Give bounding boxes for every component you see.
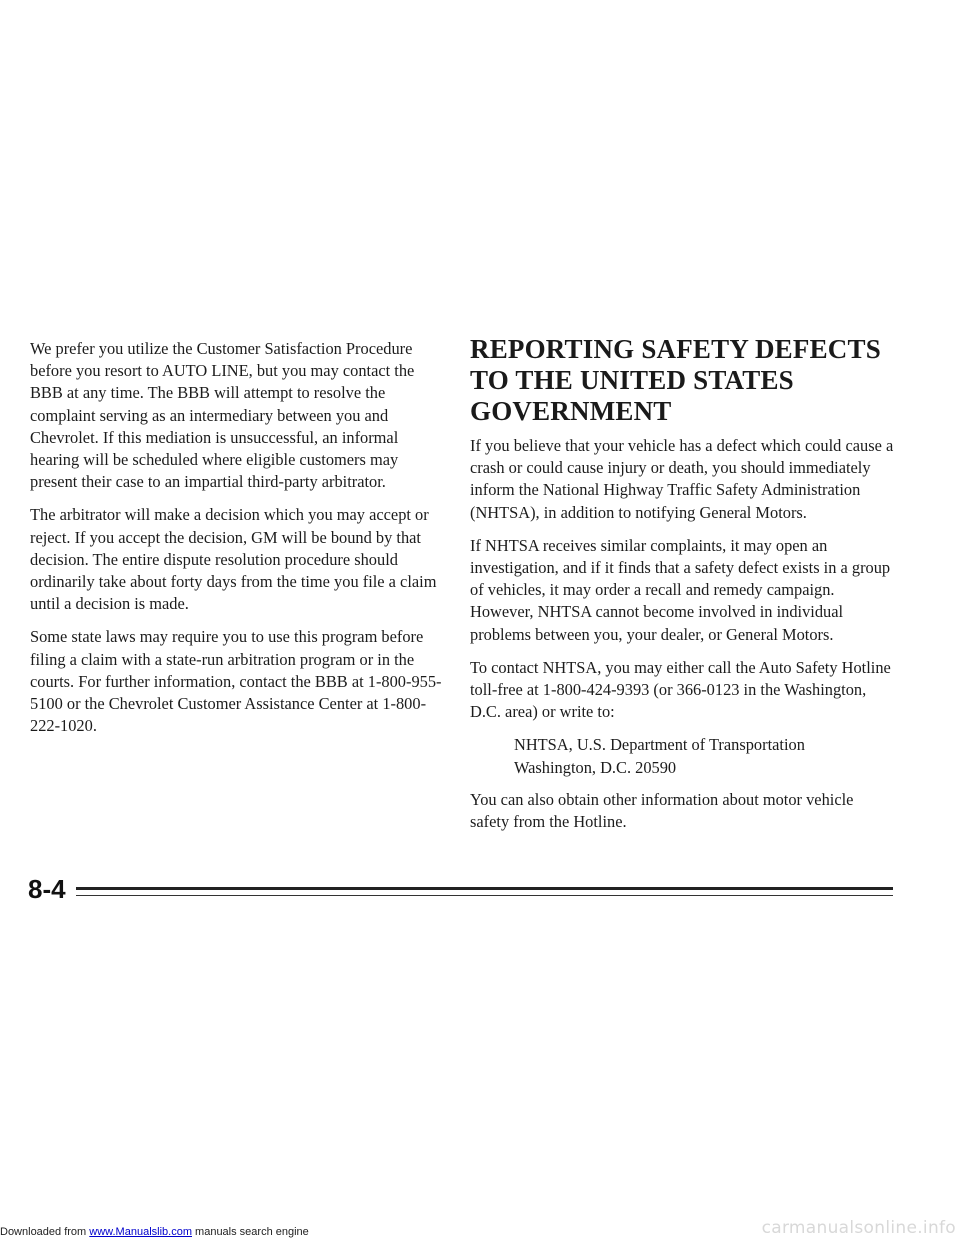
- body-paragraph: We prefer you utilize the Customer Satisfaction Procedure before you resort to AUTO LINE, but you may contact the BBB at any time. The BBB will attempt to resolve the complaint serving as an intermediary between you and Chevrolet. If this mediation is unsuccessful, an informal hearing will be scheduled where eligible customers may present their case to an impartial third-party arbitrator.: [30, 339, 415, 492]
- footer-suffix: manuals search engine: [191, 1226, 309, 1238]
- address-line: Washington, D.C. 20590: [514, 757, 677, 777]
- manualslib-link[interactable]: www.Manualslib.com: [89, 1226, 192, 1238]
- body-paragraph: You can also obtain other information about motor vehicle safety from the Hotline.: [470, 789, 854, 832]
- left-column: [30, 338, 448, 748]
- section-heading: REPORTING SAFETY DEFECTS TO THE UNITED STATES GOVERNMENT: [470, 334, 881, 426]
- footer-rule-thick: [76, 887, 893, 890]
- body-paragraph: The arbitrator will make a decision which you may accept or reject. If you accept the decision, GM will be bound by that decision. The entire dispute resolution procedure should ordinarily take about forty days from the time you file a claim until a decision is made.: [30, 505, 437, 614]
- body-paragraph: Some state laws may require you to use this program before filing a claim with a state-run arbitration program or in the courts. For further information, contact the BBB at 1-800-955-5100 or the Chevrolet Customer Assistance Center at 1-800-222-1020.: [30, 627, 442, 736]
- footer-rule-thin: [76, 895, 893, 896]
- body-paragraph: To contact NHTSA, you may either call the Auto Safety Hotline toll-free at 1-800-424-9393 (or 366-0123 in the Washington, D.C. area) or write to:: [470, 657, 891, 722]
- watermark: carmanualsonline.info: [761, 1218, 956, 1238]
- address-line: NHTSA, U.S. Department of Transportation: [514, 735, 805, 755]
- body-paragraph: If NHTSA receives similar complaints, it may open an investigation, and if it finds that a safety defect exists in a group of vehicles, it may order a recall and remedy campaign. However, NHTSA cannot become involved in individual problems between you, your dealer, or General Motors.: [470, 535, 891, 644]
- mailing-address: [514, 734, 895, 778]
- footer-prefix: Downloaded from: [0, 1226, 90, 1238]
- page-number: 8-4: [28, 874, 66, 904]
- right-column: [470, 334, 895, 844]
- body-paragraph: If you believe that your vehicle has a defect which could cause a crash or could cause injury or death, you should immediately inform the National Highway Traffic Safety Administration (NHTSA), in addition to notifying General Motors.: [470, 436, 894, 522]
- download-footer: [0, 1226, 309, 1238]
